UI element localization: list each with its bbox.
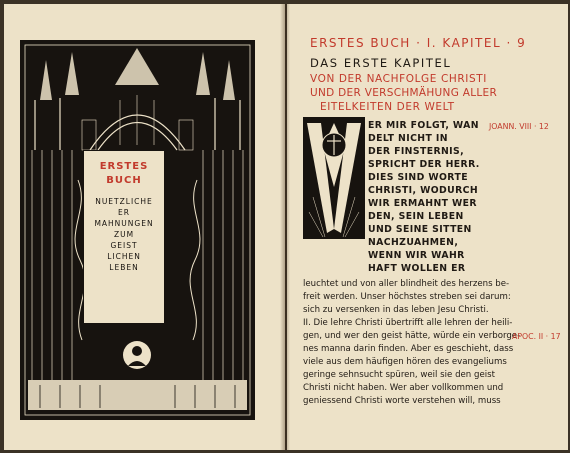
body-line-5: gen, und wer den geist hätte, würde ein verborge-: [303, 331, 521, 341]
caps-line-8: DEN, SEIN LEBEN: [368, 211, 464, 222]
caps-line-2: DELT NICHT IN: [368, 133, 448, 144]
body-line-10: geniessend Christi worte verstehen will, muss: [303, 396, 501, 406]
caps-line-11: WENN WIR WAHR: [368, 250, 465, 261]
body-line-9: Christi nicht haben. Wer aber vollkommen und: [303, 383, 504, 393]
caps-line-12: HAFT WOLLEN ER: [368, 263, 466, 274]
chapter-subtitle-line-2: UND DER VERSCHMÄHUNG ALLER: [310, 87, 498, 99]
running-head: ERSTES BUCH · I. KAPITEL · 9: [310, 36, 527, 50]
chapter-subtitle-line-1: VON DER NACHFOLGE CHRISTI: [310, 73, 487, 85]
body-line-6: nes manna darin finden. Aber es geschieht, dass: [303, 344, 514, 354]
panel-title-line-1: ERSTES: [99, 161, 149, 172]
panel-title-line-2: BUCH: [106, 175, 142, 186]
margin-note-apoc: APOC. II · 17: [512, 332, 561, 341]
caps-line-6: CHRISTI, WODURCH: [368, 185, 479, 196]
body-line-1: leuchtet und von aller blindheit des herzens be-: [303, 279, 510, 289]
caps-line-4: SPRICHT DER HERR.: [368, 159, 480, 170]
initial-w-woodcut: [303, 117, 365, 239]
caps-line-7: WIR ERMAHNT WER: [368, 198, 477, 209]
title-panel: [83, 150, 165, 324]
body-line-7: viele aus dem häufigen hören des evangeliums: [303, 357, 507, 367]
panel-subtitle-line-6: LICHEN: [107, 252, 141, 261]
chapter-title: DAS ERSTE KAPITEL: [310, 56, 452, 70]
body-line-4: II. Die lehre Christi übertrifft alle lehren der heili-: [303, 318, 513, 328]
panel-subtitle-line-1: NUETZLICHE: [95, 197, 153, 206]
chapter-subtitle-line-3: EITELKEITEN DER WELT: [320, 101, 455, 113]
caps-line-5: DIES SIND WORTE: [368, 172, 468, 183]
panel-subtitle-line-2: ER: [118, 208, 130, 217]
body-line-3: sich zu versenken in das leben Jesu Christi.: [303, 305, 489, 315]
panel-subtitle-line-5: GEIST: [110, 241, 138, 250]
body-line-2: freit werden. Unser höchstes streben sei darum:: [303, 292, 511, 302]
decorated-initial: [303, 117, 365, 239]
panel-subtitle-line-7: LEBEN: [109, 263, 139, 272]
caps-line-9: UND SEINE SITTEN: [368, 224, 472, 235]
body-line-8: geringe sehnsucht spüren, weil sie den geist: [303, 370, 495, 380]
book-gutter: [280, 4, 290, 450]
caps-line-3: DER FINSTERNIS,: [368, 146, 465, 157]
margin-note-joann: JOANN. VIII · 12: [489, 122, 549, 131]
caps-line-1: ER MIR FOLGT, WAN: [368, 120, 479, 131]
panel-subtitle-line-4: ZUM: [113, 230, 135, 239]
panel-subtitle-line-3: MAHNUNGEN: [94, 219, 154, 228]
caps-line-10: NACHZUAHMEN,: [368, 237, 459, 248]
